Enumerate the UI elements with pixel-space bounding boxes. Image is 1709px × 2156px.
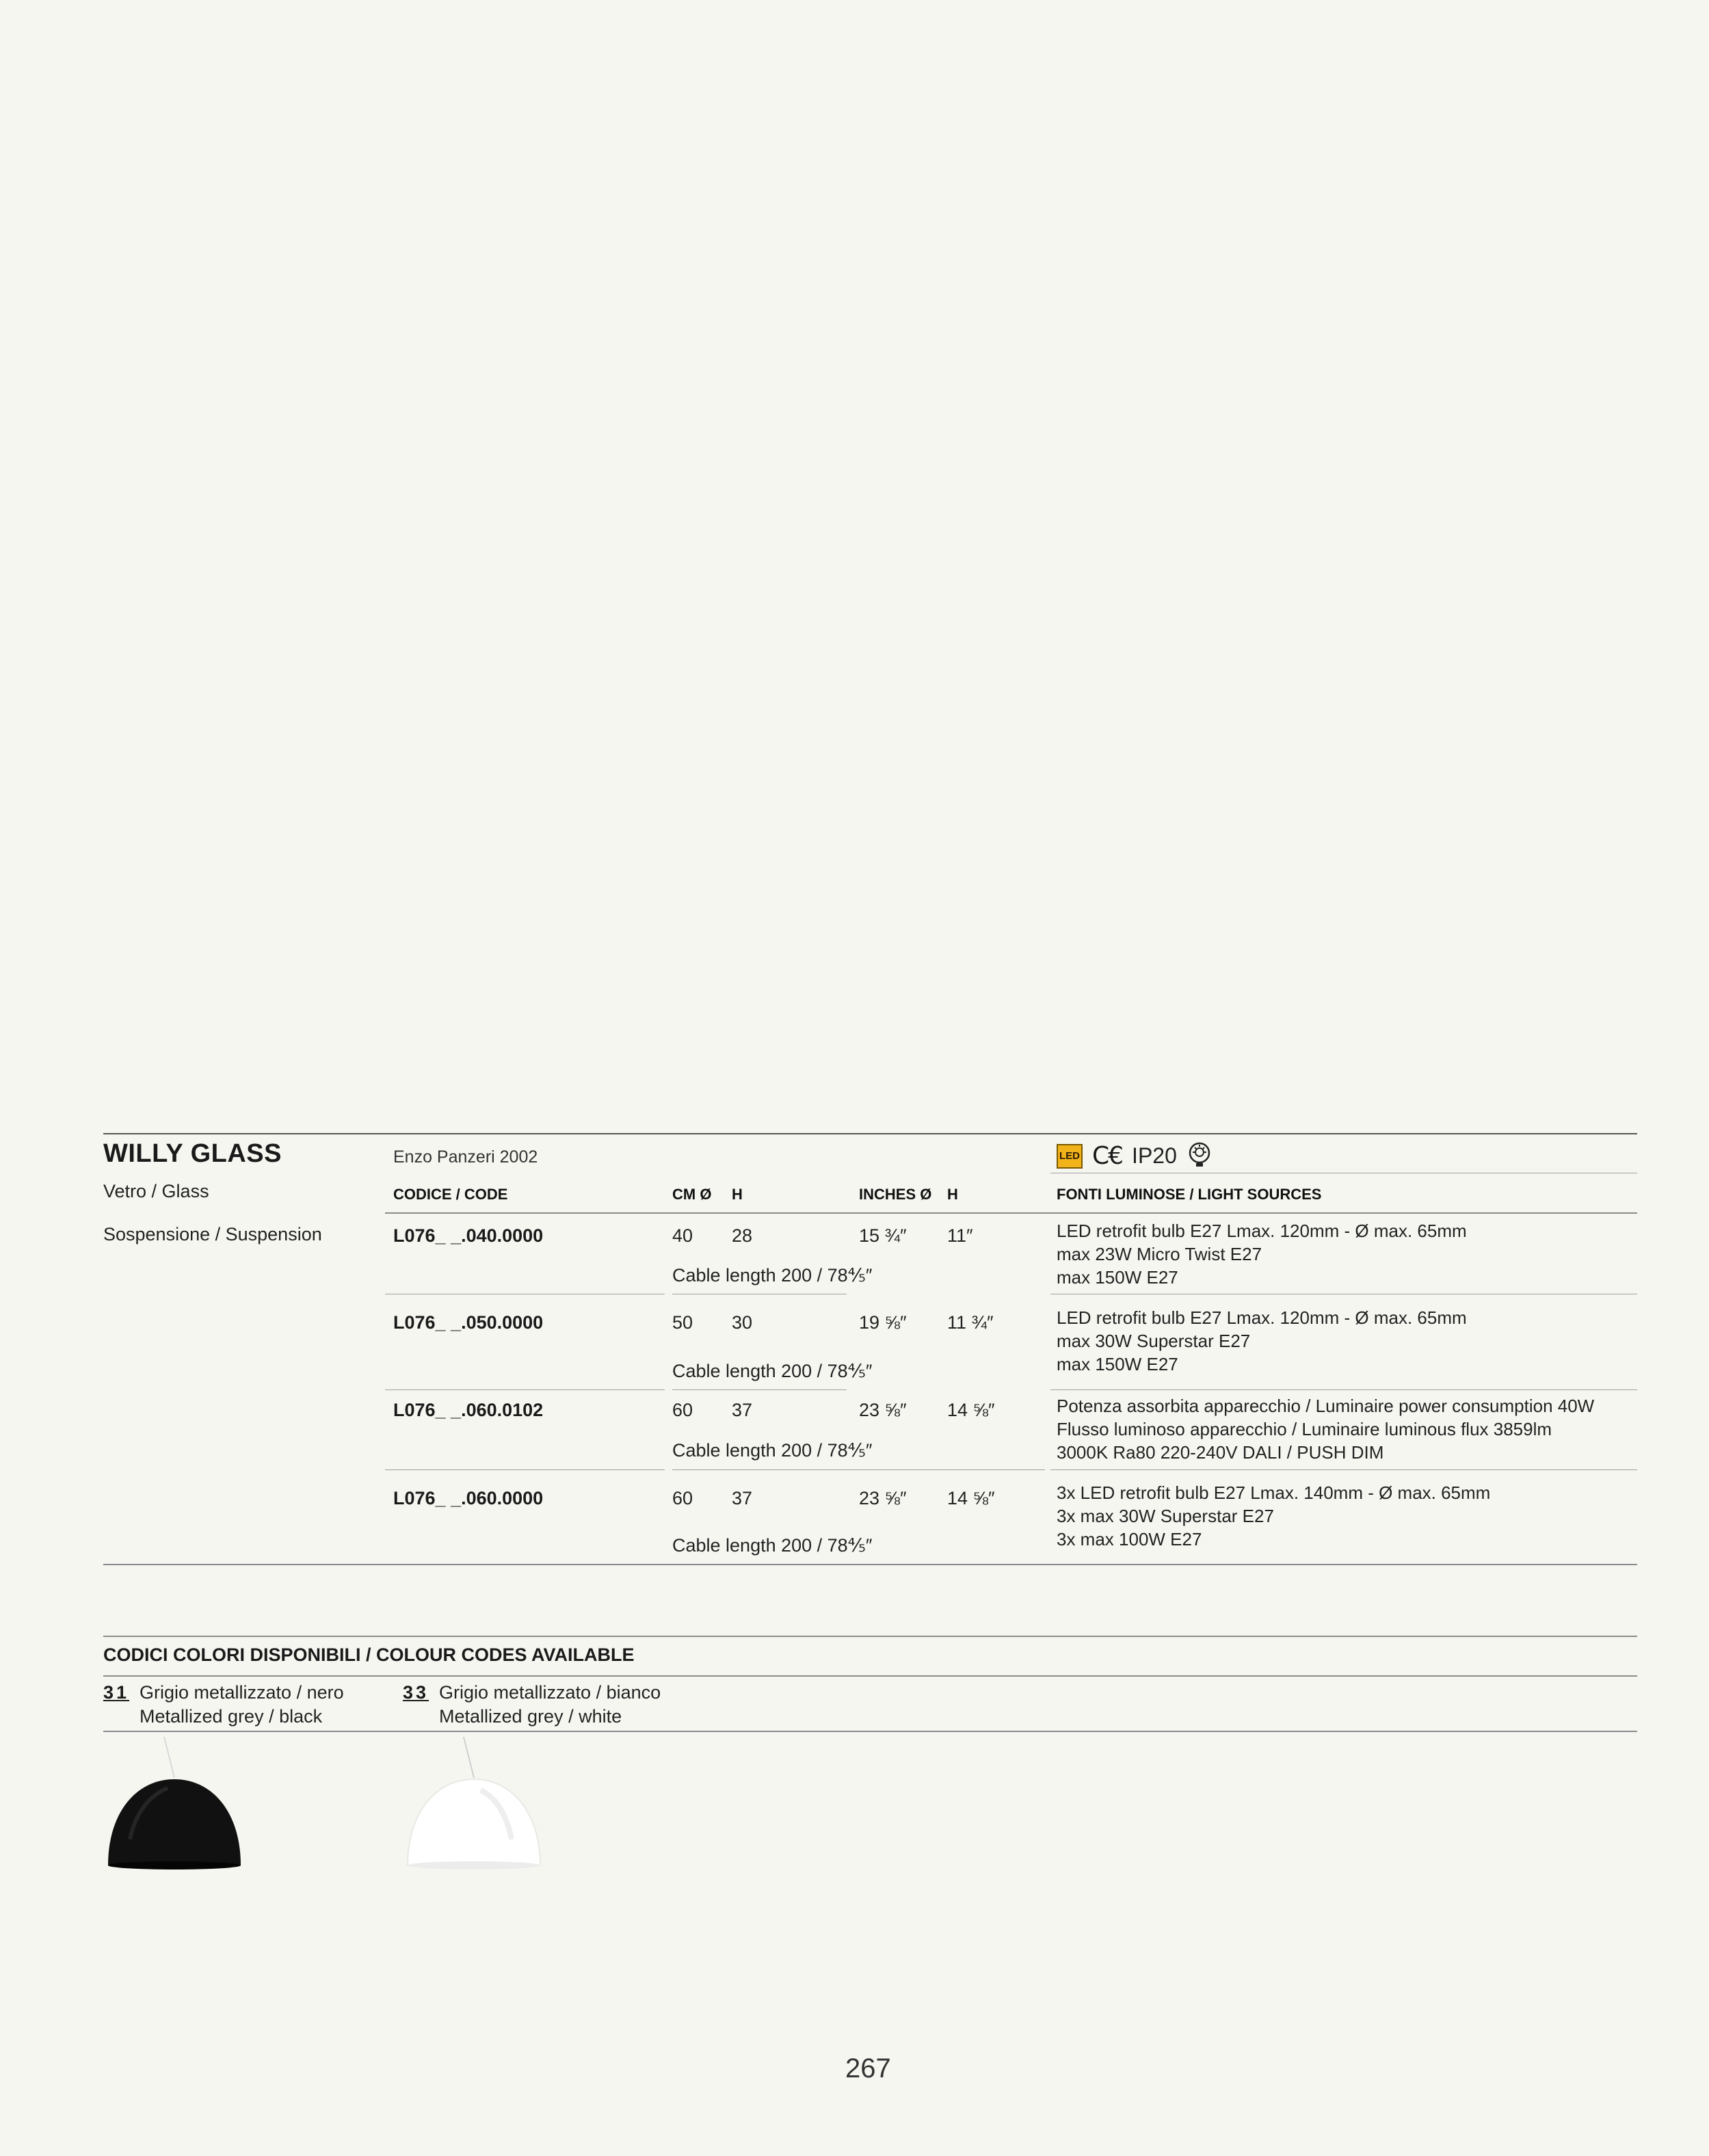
light-source-line: LED retrofit bulb E27 Lmax. 120mm - Ø max. 65mm — [1057, 1221, 1467, 1241]
colours-bottom-rule — [103, 1731, 1637, 1732]
cm-height: 30 — [732, 1312, 753, 1333]
inch-height: 11″ — [947, 1225, 973, 1246]
cm-diameter: 50 — [672, 1312, 693, 1333]
light-source-line: Flusso luminoso apparecchio / Luminaire luminous flux 3859lm — [1057, 1419, 1552, 1439]
product-code: L076_ _.060.0102 — [393, 1400, 544, 1420]
light-source-line: Potenza assorbita apparecchio / Luminaire power consumption 40W — [1057, 1396, 1595, 1416]
dimmable-icon — [1187, 1141, 1213, 1171]
colour-name-it: Grigio metallizzato / bianco — [439, 1682, 661, 1703]
colour-name-en: Metallized grey / white — [439, 1706, 622, 1727]
cm-diameter: 40 — [672, 1225, 693, 1246]
ip20-label: IP20 — [1132, 1143, 1177, 1168]
colour-code: 31 — [103, 1682, 130, 1703]
lamp-white-image — [402, 1737, 546, 1877]
cable-length: Cable length 200 / 78⅘″ — [672, 1361, 873, 1381]
designer-credit: Enzo Panzeri 2002 — [393, 1147, 538, 1167]
colour-name-en: Metallized grey / black — [140, 1706, 323, 1727]
light-source-line: max 150W E27 — [1057, 1354, 1178, 1374]
row-rule — [672, 1469, 1045, 1470]
light-sources — [1057, 1394, 1594, 1464]
table-bottom-rule — [103, 1564, 1637, 1565]
material-label: Vetro / Glass — [103, 1181, 209, 1201]
col-cm-diameter-header: CM Ø — [672, 1186, 712, 1203]
row-rule — [1050, 1389, 1637, 1390]
cm-height: 28 — [732, 1225, 753, 1246]
light-source-line: 3000K Ra80 220-240V DALI / PUSH DIM — [1057, 1442, 1384, 1463]
cm-height: 37 — [732, 1400, 753, 1420]
col-inch-height-header: H — [947, 1186, 958, 1203]
light-source-line: LED retrofit bulb E27 Lmax. 120mm - Ø max. 65mm — [1057, 1307, 1467, 1328]
light-sources — [1057, 1306, 1467, 1376]
product-type-label: Sospensione / Suspension — [103, 1224, 322, 1245]
light-source-line: max 30W Superstar E27 — [1057, 1331, 1251, 1351]
colour-name — [439, 1681, 661, 1729]
light-source-line: max 150W E27 — [1057, 1267, 1178, 1288]
row-rule — [385, 1469, 665, 1470]
cable-length: Cable length 200 / 78⅘″ — [672, 1265, 873, 1286]
cable-length: Cable length 200 / 78⅘″ — [672, 1440, 873, 1461]
certification-icons — [1057, 1141, 1213, 1171]
colour-name — [140, 1681, 344, 1729]
cm-diameter: 60 — [672, 1400, 693, 1420]
cm-diameter: 60 — [672, 1488, 693, 1508]
light-source-line: 3x LED retrofit bulb E27 Lmax. 140mm - Ø max. 65mm — [1057, 1482, 1491, 1503]
lamp-black-image — [103, 1737, 246, 1877]
colours-heading-rule — [103, 1675, 1637, 1677]
led-badge-icon: LED — [1057, 1144, 1083, 1169]
row-rule — [672, 1389, 847, 1390]
inch-height: 11 ¾″ — [947, 1312, 994, 1333]
header-bottom-rule — [385, 1212, 1637, 1214]
cable-length: Cable length 200 / 78⅘″ — [672, 1535, 873, 1556]
inch-height: 14 ⅝″ — [947, 1488, 995, 1508]
top-rule — [103, 1133, 1637, 1134]
col-inch-diameter-header: INCHES Ø — [859, 1186, 932, 1203]
cm-height: 37 — [732, 1488, 753, 1508]
colours-top-rule — [103, 1636, 1637, 1637]
light-source-line: 3x max 100W E27 — [1057, 1529, 1202, 1549]
light-sources — [1057, 1481, 1490, 1551]
light-source-line: 3x max 30W Superstar E27 — [1057, 1506, 1274, 1526]
col-cm-height-header: H — [732, 1186, 743, 1203]
inch-diameter: 23 ⅝″ — [859, 1488, 907, 1508]
product-code: L076_ _.060.0000 — [393, 1488, 544, 1508]
product-code: L076_ _.040.0000 — [393, 1225, 544, 1246]
light-source-line: max 23W Micro Twist E27 — [1057, 1244, 1262, 1264]
row-rule — [1050, 1469, 1637, 1470]
colour-code: 33 — [403, 1682, 429, 1703]
page-number: 267 — [845, 2053, 891, 2084]
inch-diameter: 15 ¾″ — [859, 1225, 907, 1246]
colour-name-it: Grigio metallizzato / nero — [140, 1682, 344, 1703]
product-title: WILLY GLASS — [103, 1139, 282, 1168]
product-code: L076_ _.050.0000 — [393, 1312, 544, 1333]
inch-height: 14 ⅝″ — [947, 1400, 995, 1420]
colour-codes-heading: CODICI COLORI DISPONIBILI / COLOUR CODES AVAILABLE — [103, 1645, 635, 1665]
inch-diameter: 23 ⅝″ — [859, 1400, 907, 1420]
col-sources-header: FONTI LUMINOSE / LIGHT SOURCES — [1057, 1186, 1322, 1203]
col-code-header: CODICE / CODE — [393, 1186, 508, 1203]
inch-diameter: 19 ⅝″ — [859, 1312, 907, 1333]
ce-mark-icon: C€ — [1092, 1142, 1123, 1170]
light-sources — [1057, 1219, 1467, 1289]
row-rule — [385, 1389, 665, 1390]
